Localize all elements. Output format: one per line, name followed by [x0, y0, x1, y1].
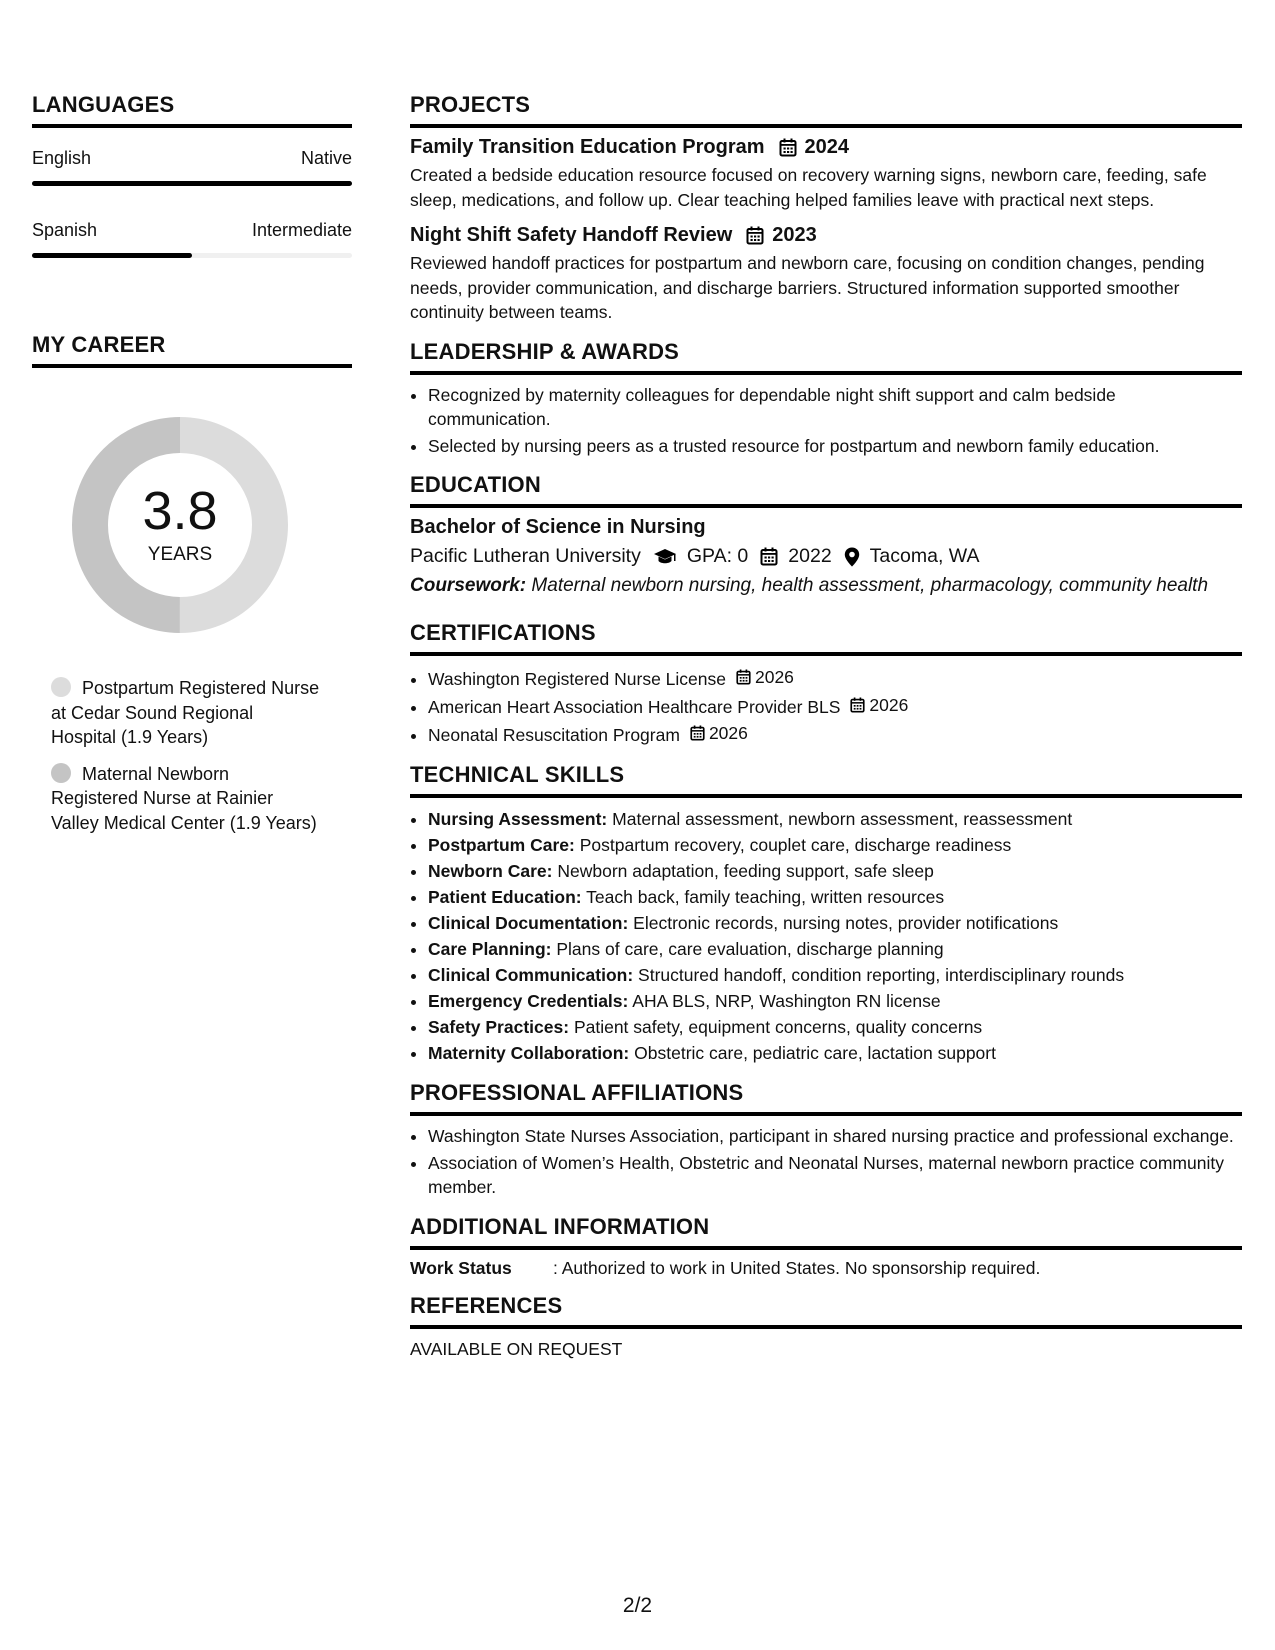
- project-item: [410, 136, 1242, 212]
- cert-year: 2026: [754, 667, 794, 687]
- certifications-title: CERTIFICATIONS: [410, 620, 1242, 656]
- cert-name: American Heart Association Healthcare Provider BLS: [428, 697, 841, 717]
- languages-title: LANGUAGES: [32, 92, 352, 128]
- list-item: • Recognized by maternity colleagues for dependable night shift support and calm bedside communication.: [428, 383, 1242, 432]
- cert-year: 2026: [869, 695, 909, 715]
- legend-label: Postpartum Registered Nurse at Cedar Sound Regional Hospital (1.9 Years): [51, 678, 320, 747]
- list-item: • Washington State Nurses Association, participant in shared nursing practice and professional exchange.: [428, 1124, 1242, 1149]
- education-gpa: GPA: 0: [686, 545, 749, 567]
- language-proficiency-bar: [32, 253, 352, 258]
- legend-item: [51, 762, 321, 836]
- language-item: [32, 220, 352, 258]
- location-pin-icon: [844, 547, 860, 567]
- list-item: [428, 720, 1242, 748]
- skill-text: Obstetric care, pediatric care, lactation support: [634, 1043, 996, 1063]
- skill-text: Plans of care, care evaluation, discharge planning: [556, 939, 944, 959]
- skill-label: Patient Education:: [428, 887, 582, 907]
- affiliations-title: PROFESSIONAL AFFILIATIONS: [410, 1080, 1242, 1116]
- skill-text: Patient safety, equipment concerns, quality concerns: [573, 1017, 983, 1037]
- calendar-icon: [690, 725, 705, 741]
- project-name: Night Shift Safety Handoff Review: [410, 224, 733, 246]
- skill-label: Safety Practices:: [428, 1017, 570, 1037]
- career-unit: YEARS: [147, 544, 213, 565]
- work-status-label: Work Status: [410, 1257, 512, 1278]
- project-year: 2023: [772, 224, 817, 246]
- list-item: • Selected by nursing peers as a trusted resource for postpartum and newborn family education.: [428, 434, 1242, 459]
- right-column: [410, 92, 1242, 1360]
- leadership-list: [410, 383, 1242, 459]
- skill-label: Maternity Collaboration:: [428, 1043, 630, 1063]
- legend-label: Maternal Newborn Registered Nurse at Rainier Valley Medical Center (1.9 Years): [51, 763, 317, 833]
- coursework-text: Maternal newborn nursing, health assessment, pharmacology, community health: [531, 575, 1209, 596]
- skill-label: Care Planning:: [428, 939, 552, 959]
- list-item: [428, 692, 1242, 720]
- skill-label: Nursing Assessment:: [428, 809, 608, 829]
- calendar-icon: [746, 226, 764, 245]
- language-proficiency-fill: [32, 181, 352, 186]
- education-location: Tacoma, WA: [869, 545, 980, 567]
- skill-text: Postpartum recovery, couplet care, discharge readiness: [579, 835, 1012, 855]
- skill-item: [428, 1040, 1242, 1066]
- graduation-cap-icon: [653, 548, 677, 566]
- language-proficiency-fill: [32, 253, 192, 258]
- legend-item: [51, 676, 321, 750]
- skill-item: [428, 832, 1242, 858]
- references-text: AVAILABLE ON REQUEST: [410, 1338, 623, 1359]
- language-level: Intermediate: [251, 220, 352, 240]
- skill-text: AHA BLS, NRP, Washington RN license: [632, 991, 941, 1011]
- list-item: • Association of Women’s Health, Obstetric and Neonatal Nurses, maternal newborn practice community member.: [428, 1151, 1242, 1200]
- skills-title: TECHNICAL SKILLS: [410, 762, 1242, 798]
- skill-text: Newborn adaptation, feeding support, safe sleep: [557, 861, 934, 881]
- education-degree: Bachelor of Science in Nursing: [410, 516, 706, 538]
- language-name: English: [32, 148, 92, 168]
- calendar-icon: [850, 697, 865, 713]
- work-status-value: : Authorized to work in United States. No sponsorship required.: [553, 1257, 1041, 1278]
- cert-name: Washington Registered Nurse License: [428, 669, 726, 689]
- career-donut-chart: [65, 410, 295, 640]
- education-details: [410, 545, 1242, 568]
- language-level: Native: [300, 148, 352, 168]
- skills-list: [410, 806, 1242, 1066]
- skill-item: [428, 962, 1242, 988]
- calendar-icon: [736, 669, 751, 685]
- language-name: Spanish: [32, 220, 98, 240]
- project-name: Family Transition Education Program: [410, 136, 765, 158]
- work-status-row: [410, 1258, 1242, 1279]
- skill-label: Clinical Documentation:: [428, 913, 629, 933]
- legend-dot: [51, 677, 71, 697]
- skill-item: [428, 1014, 1242, 1040]
- career-legend: [51, 676, 321, 835]
- cert-name: Neonatal Resuscitation Program: [428, 725, 680, 745]
- projects-title: PROJECTS: [410, 92, 1242, 128]
- leadership-title: LEADERSHIP & AWARDS: [410, 339, 1242, 375]
- calendar-icon: [779, 138, 797, 157]
- career-total: 3.8: [142, 481, 218, 541]
- left-column: [32, 92, 352, 847]
- references-title: REFERENCES: [410, 1293, 1242, 1329]
- legend-dot: [51, 763, 71, 783]
- language-proficiency-bar: [32, 181, 352, 186]
- project-description: Created a bedside education resource focused on recovery warning signs, newborn care, feeding, safe sleep, medications, and follow up. Clear teaching helped families leave with practical next steps.: [410, 165, 1207, 210]
- skill-item: [428, 988, 1242, 1014]
- skill-item: [428, 910, 1242, 936]
- cert-year: 2026: [708, 723, 748, 743]
- skill-label: Newborn Care:: [428, 861, 553, 881]
- additional-title: ADDITIONAL INFORMATION: [410, 1214, 1242, 1250]
- language-item: [32, 148, 352, 186]
- education-coursework: [410, 574, 1242, 598]
- skill-item: [428, 884, 1242, 910]
- project-year: 2024: [804, 136, 850, 158]
- skill-text: Teach back, family teaching, written resources: [586, 887, 945, 907]
- skill-label: Emergency Credentials:: [428, 991, 629, 1011]
- career-title: MY CAREER: [32, 332, 352, 368]
- education-school: Pacific Lutheran University: [410, 545, 641, 567]
- skill-text: Structured handoff, condition reporting, interdisciplinary rounds: [638, 965, 1125, 985]
- affiliations-list: [410, 1124, 1242, 1200]
- coursework-label: Coursework:: [410, 575, 527, 596]
- education-title: EDUCATION: [410, 472, 1242, 508]
- certifications-list: [410, 664, 1242, 748]
- project-description: Reviewed handoff practices for postpartum and newborn care, focusing on condition changes, pending needs, provider communication, and discharge barriers. Structured information supported smoother continuity between teams.: [410, 253, 1205, 322]
- list-item: [428, 664, 1242, 692]
- skill-label: Postpartum Care:: [428, 835, 575, 855]
- page-number: 2/2: [622, 1594, 653, 1617]
- skill-text: Maternal assessment, newborn assessment, reassessment: [612, 809, 1073, 829]
- skill-label: Clinical Communication:: [428, 965, 634, 985]
- skill-item: [428, 806, 1242, 832]
- skill-item: [428, 936, 1242, 962]
- skill-item: [428, 858, 1242, 884]
- project-item: [410, 224, 1242, 325]
- skill-text: Electronic records, nursing notes, provider notifications: [633, 913, 1059, 933]
- education-year: 2022: [788, 545, 832, 567]
- calendar-icon: [760, 547, 778, 566]
